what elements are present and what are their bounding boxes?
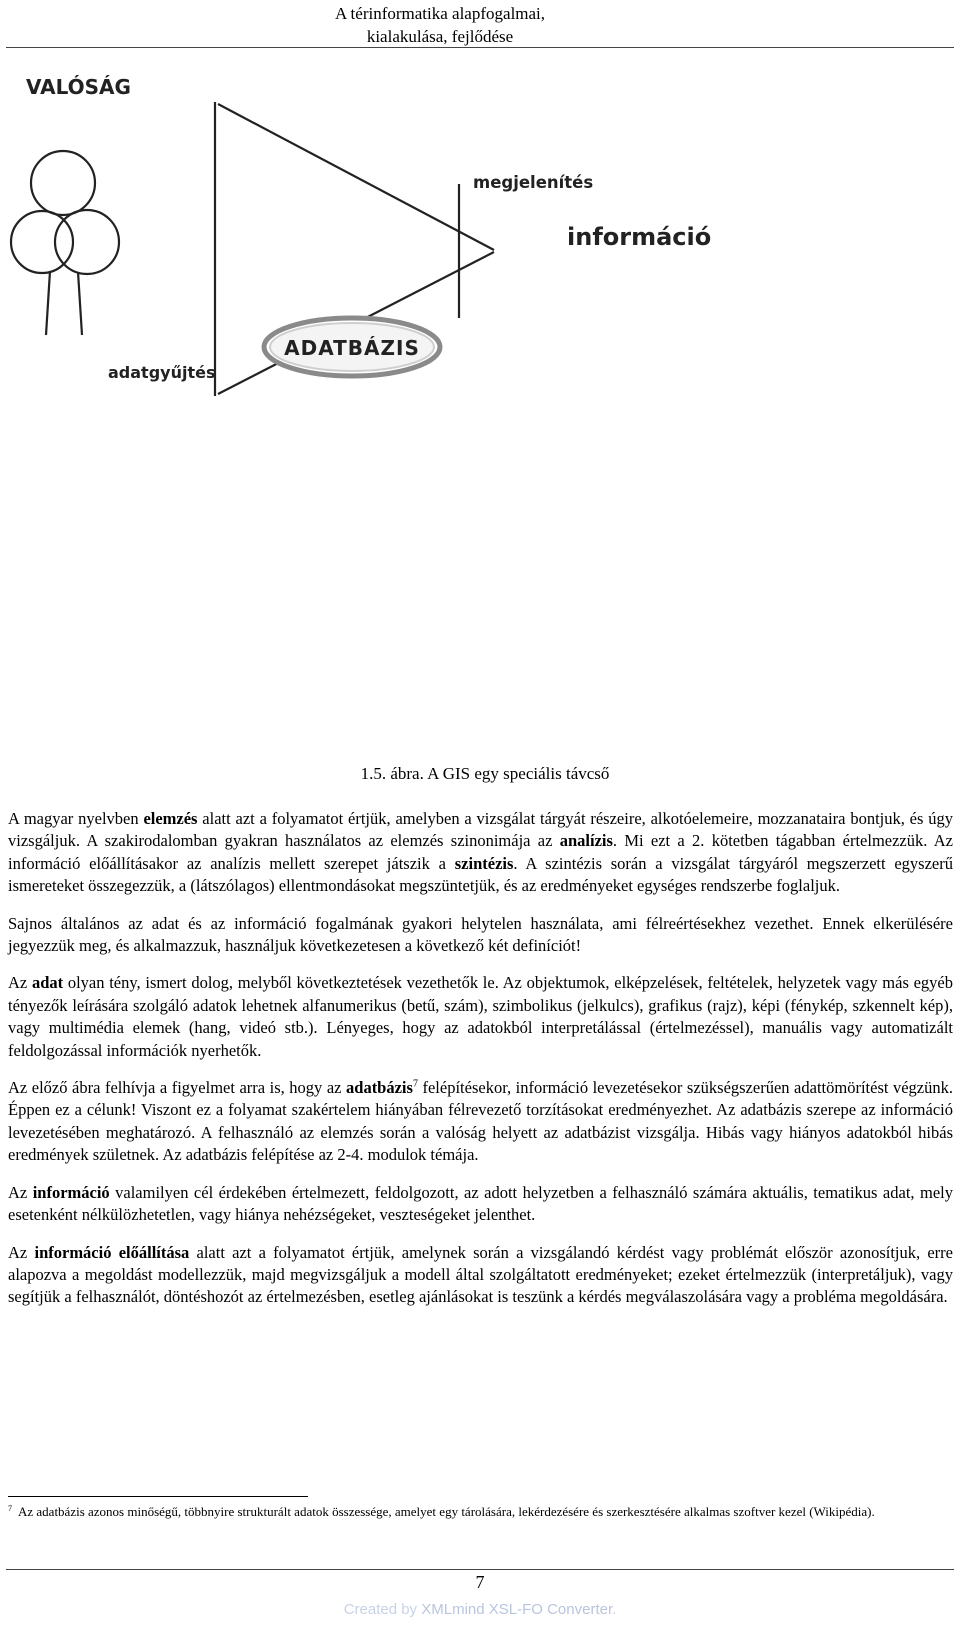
term-adat: adat bbox=[31, 973, 64, 993]
paragraph-informacio-eloallitasa bbox=[8, 1242, 953, 1309]
text-run: Az bbox=[8, 1242, 35, 1262]
term-adatbazis: adatbázis bbox=[346, 1078, 413, 1098]
footnote-divider bbox=[8, 1496, 308, 1497]
text-run: Az bbox=[8, 1182, 33, 1202]
text-run: Az előző ábra felhívja a figyelmet arra is, hogy az bbox=[8, 1078, 347, 1098]
text-run: olyan tény, ismert dolog, melyből következtetések vezethetők le. Az objektumok, elképzelések, feltételek, helyzetek vagy más egyéb tényezők leírására szolgáló adatok lehetnek alfanumerikus (betű, szám), szimbolikus (jelkulcs), grafikus (rajz), képi (fénykép, szkennelt kép), vagy multimédia elemek (hang, videó stb.). Lényeges, hogy az adatokból interpretálással (értelmezéssel), manuális vagy automatizált feldolgozással információk nyerhetők. bbox=[8, 973, 953, 1060]
footnote-reference[interactable]: 7 bbox=[412, 1078, 418, 1090]
page-header bbox=[0, 2, 960, 48]
text-run: felépítésekor, információ levezetésekor szükségszerűen adattömörítést végzünk. Éppen ez a célunk! Viszont ez a folyamat szakértelem hiányában félrevezető torzításokat eredményezhet. Az adatbázis szerepe az információ levezetésében meghatározó. A felhasználó az elemzés során a valóság helyett az adatbázist vizsgálja. Hibás vagy hiányos adatokból hibás eredmények születnek. Az adatbázis felépítése az 2-4. modulok témája. bbox=[8, 1078, 953, 1165]
page-number-value: 7 bbox=[475, 1572, 485, 1592]
header-divider bbox=[6, 47, 954, 48]
watermark-prefix: Created by bbox=[343, 1601, 422, 1618]
label-adatbazis: ADATBÁZIS bbox=[284, 336, 420, 360]
term-analizis: analízis bbox=[559, 831, 613, 851]
figure-caption bbox=[0, 764, 960, 784]
text-run: Az bbox=[8, 973, 32, 993]
text-run: . A szintézis során a vizsgálat tárgyáról megszerzett egyszerű ismereteket összegezzük, a (látszólagos) ellentmondásokat megszüntetjük, és az eredményeket egységes rendszerbe foglaljuk. bbox=[8, 853, 953, 896]
figure-gis-telescope bbox=[0, 60, 960, 420]
text-run: valamilyen cél érdekében értelmezett, feldolgozott, az adott helyzetben a felhasználó számára aktuális, tematikus adat, mely esetenként nélkülözhetetlen, vagy hiánya nehézségeket, veszteségeket jelenthet. bbox=[8, 1182, 953, 1225]
label-valosag: VALÓSÁG bbox=[26, 75, 131, 99]
footer-divider bbox=[6, 1569, 954, 1570]
label-informacio: információ bbox=[567, 223, 712, 251]
term-szintezis: szintézis bbox=[454, 853, 514, 873]
header-title-line1: A térinformatika alapfogalmai, bbox=[334, 4, 546, 23]
footnote-marker: 7 bbox=[8, 1503, 12, 1513]
paragraph-informacio bbox=[8, 1182, 953, 1227]
page-number bbox=[0, 1572, 960, 1593]
text-run: . Mi ezt a 2. kötetben tágabban értelmezzük. Az információ előállításakor az analízis mellett szerepet játszik a bbox=[8, 831, 954, 873]
paragraph-definitions-intro: Sajnos általános az adat és az információ fogalmának gyakori helytelen használata, ami félreértésekhez vezethet. Ennek elkerülésére jegyezzük meg, és alkalmazzuk, használjuk következetesen a következő két definíciót! bbox=[8, 913, 953, 956]
body-text bbox=[8, 808, 953, 1324]
text-run: A magyar nyelvben bbox=[8, 809, 144, 828]
telescope-diagram bbox=[0, 60, 960, 420]
term-informacio-eloallitasa: információ előállítása bbox=[34, 1242, 190, 1262]
header-title-line2: kialakulása, fejlődése bbox=[366, 27, 514, 46]
watermark-product-link[interactable]: XMLmind XSL-FO Converter bbox=[421, 1601, 613, 1618]
term-informacio: információ bbox=[32, 1182, 110, 1202]
footnote-text: Az adatbázis azonos minőségű, többnyire strukturált adatok összessége, amelyet egy tárolására, lekérdezésére és szerkesztésére alkalmas szoftver kezel (Wikipédia). bbox=[18, 1504, 875, 1519]
label-adatgyujtes: adatgyűjtés bbox=[108, 363, 216, 382]
footnote bbox=[8, 1503, 953, 1521]
paragraph-adat bbox=[8, 972, 953, 1062]
term-elemzes: elemzés bbox=[143, 809, 198, 828]
tree-illustration bbox=[11, 151, 119, 335]
converter-watermark bbox=[0, 1601, 960, 1618]
label-megjelenites: megjelenítés bbox=[473, 173, 594, 192]
text-run: alatt azt a folyamatot értjük, amelynek során a vizsgálandó kérdést vagy problémát először azonosítjuk, erre alapozva a megoldást modellezzük, majd megvizsgáljuk a modell által szolgáltatott eredményeket; ezeket értelmezzük (interpretáljuk), vagy segítjük a felhasználót, döntéshozót az értelmezésben, esetleg ajánlásokat is teszünk a kérdés megválaszolására vagy a probléma megoldására. bbox=[8, 1242, 953, 1307]
text-run: alatt azt a folyamatot értjük, amelyben a vizsgálat tárgyát részeire, alkotóelemeire, mozzanataira bontjuk, és úgy vizsgáljuk. A szakirodalomban gyakran használatos az elemzés szinonimája az bbox=[8, 809, 954, 851]
paragraph-elemzes bbox=[8, 808, 953, 898]
figure-caption-text: 1.5. ábra. A GIS egy speciális távcső bbox=[360, 764, 610, 783]
paragraph-adatbazis bbox=[8, 1077, 953, 1167]
watermark-suffix: . bbox=[612, 1601, 617, 1618]
